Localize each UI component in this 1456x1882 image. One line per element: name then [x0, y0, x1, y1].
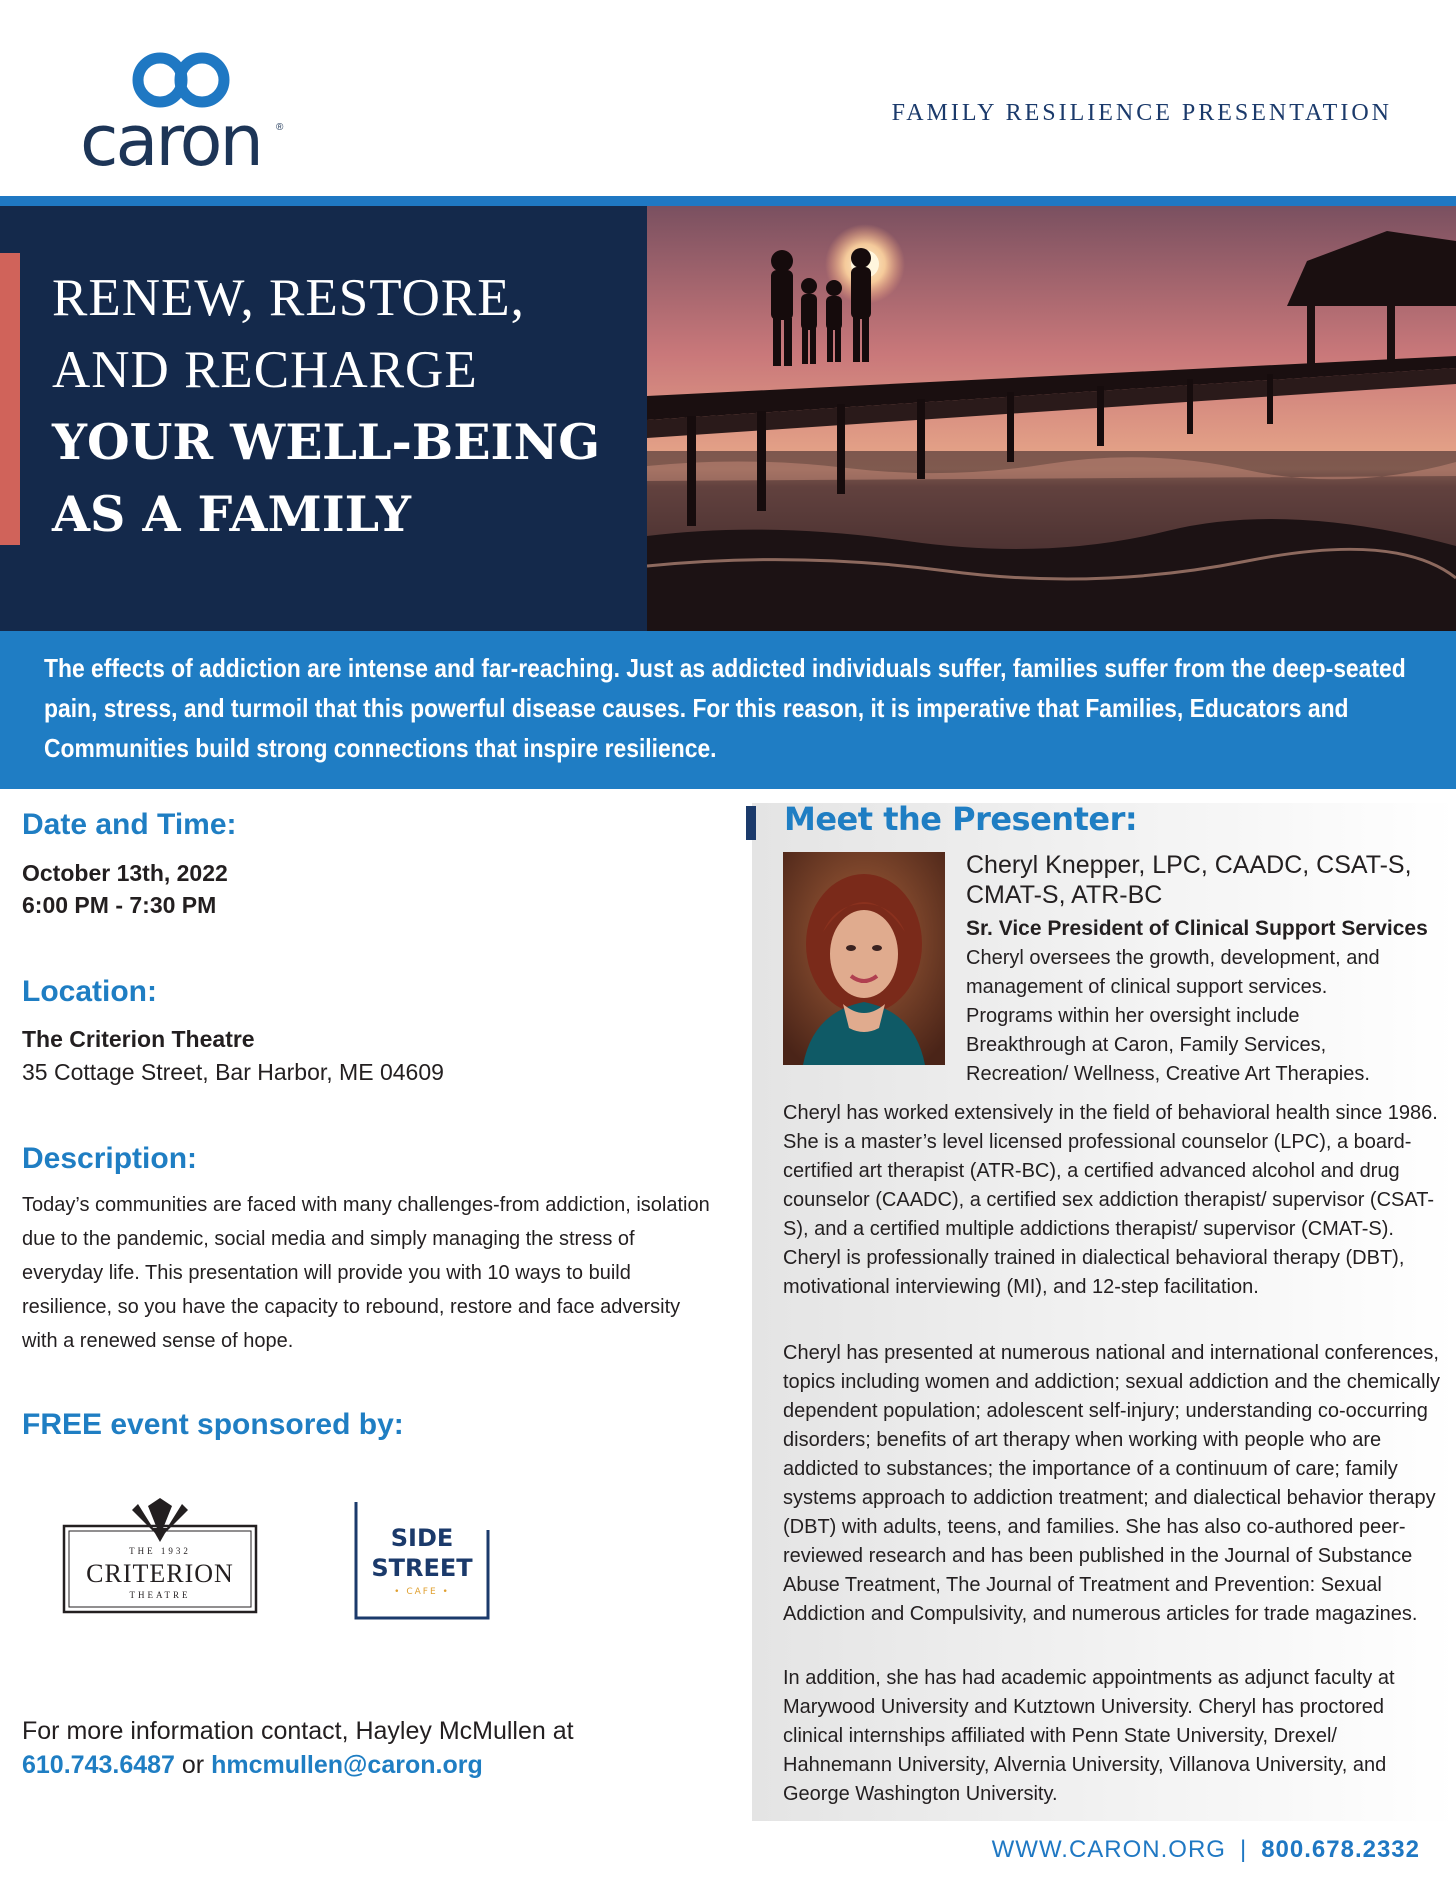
side-street-logo-line3: • CAFE •	[394, 1587, 450, 1597]
caron-wordmark: caron	[80, 100, 261, 182]
contact-intro: For more information contact, Hayley McMullen at	[22, 1717, 574, 1745]
side-street-cafe-logo[interactable]	[354, 1500, 492, 1622]
sunset-pier-image	[647, 206, 1456, 631]
event-time: 6:00 PM - 7:30 PM	[22, 892, 217, 918]
contact-line	[22, 1748, 574, 1782]
criterion-logo-bottom: THEATRE	[129, 1590, 191, 1600]
event-date: October 13th, 2022	[22, 860, 228, 886]
contact-phone-link[interactable]: 610.743.6487	[22, 1751, 175, 1779]
criterion-logo-top: THE 1932	[129, 1546, 191, 1556]
side-street-logo-line1: SIDE	[390, 1524, 454, 1552]
footer-website-link[interactable]: WWW.CARON.ORG	[991, 1836, 1226, 1863]
presenter-summary: Cheryl oversees the growth, development, and management of clinical support services. Programs within her oversight include Breakthrough at Caron, Family Services, Recreation/ Wellness, Creative Art Therapies.	[966, 947, 1380, 1085]
presenter-photo	[783, 852, 945, 1065]
hero-line-4: AS A FAMILY	[52, 485, 411, 543]
intro-banner-text: The effects of addiction are intense and far-reaching. Just as addicted individuals suffer, families suffer from the deep-seated pain, stress, and turmoil that this powerful disease causes. For this reason, it is imperative that Families, Educators and Communities build strong connections that inspire resilience.	[44, 653, 1406, 763]
presenter-bio-1: Cheryl has worked extensively in the field of behavioral health since 1986. She is a master’s level licensed professional counselor (LPC), a board-certified art therapist (ATR-BC), a certified advanced alcohol and drug counselor (CAADC), a certified sex addiction therapist/ supervisor (CSAT-S), and a certified multiple addictions therapist/ supervisor (CMAT-S). Cheryl is professionally trained in dialectical behavioral therapy (DBT), motivational interviewing (MI), and 12-step facilitation.	[783, 1102, 1438, 1298]
hero-accent-bar	[0, 253, 20, 545]
venue-name: The Criterion Theatre	[22, 1026, 255, 1052]
hero-headline	[52, 262, 600, 550]
registered-mark: ®	[276, 122, 284, 133]
footer-separator: |	[1239, 1836, 1248, 1863]
footer	[992, 1836, 1420, 1864]
contact-email-link[interactable]: hmcmullen@caron.org	[211, 1751, 483, 1779]
family-sunset-photo	[647, 206, 1456, 631]
footer-phone-link[interactable]: 800.678.2332	[1261, 1836, 1420, 1863]
hero-top-rule	[0, 196, 1456, 206]
contact-or: or	[181, 1751, 205, 1779]
presenter-name: Cheryl Knepper, LPC, CAADC, CSAT-S, CMAT-S, ATR-BC	[966, 851, 1412, 909]
hero-line-3: YOUR WELL-BEING	[52, 413, 601, 471]
presenter-title: Sr. Vice President of Clinical Support Services	[966, 917, 1428, 940]
presenter-bio-3: In addition, she has had academic appointments as adjunct faculty at Marywood University and Kutztown University. Cheryl has proctored clinical internships affiliated with Penn State University, Drexel/ Hahnemann University, Alvernia University, Villanova University, and George Washington University.	[783, 1667, 1395, 1805]
presenter-portrait	[783, 852, 945, 1065]
header-title: FAMILY RESILIENCE PRESENTATION	[891, 100, 1392, 126]
presenter-heading: Meet the Presenter:	[784, 800, 1138, 838]
criterion-theatre-logo[interactable]	[62, 1498, 258, 1616]
description-heading: Description:	[22, 1142, 198, 1175]
contact-info	[22, 1714, 574, 1782]
side-street-logo-graphic	[354, 1500, 492, 1622]
hero-line-1: RENEW, RESTORE,	[52, 269, 525, 327]
description-text: Today’s communities are faced with many challenges-from addiction, isolation due to the pandemic, social media and simply managing the stress of everyday life. This presentation will provide you with 10 ways to build resilience, so you have the capacity to rebound, restore and face adversity with a renewed sense of hope.	[22, 1194, 710, 1352]
venue-address: 35 Cottage Street, Bar Harbor, ME 04609	[22, 1059, 444, 1085]
sponsors-heading: FREE event sponsored by:	[22, 1408, 404, 1441]
presenter-bio-2: Cheryl has presented at numerous national and international conferences, topics including women and addiction; sexual addiction and the chemically dependent population; adolescent self-injury; understanding co-occurring disorders; benefits of art therapy when working with people who are addicted to substances; the importance of a continuum of care; family systems approach to addiction treatment; and dialectical behavior therapy (DBT) with adults, teens, and families. She has also co-authored peer-reviewed research and has been published in the Journal of Substance Abuse Treatment, The Journal of Treatment and Prevention: Sexual Addiction and Compulsivity, and numerous articles for trade magazines.	[783, 1342, 1441, 1625]
hero-line-2: AND RECHARGE	[52, 341, 478, 399]
side-street-logo-line2: STREET	[371, 1554, 473, 1582]
date-time-heading: Date and Time:	[22, 808, 237, 841]
intro-banner	[0, 631, 1456, 789]
caron-logo[interactable]	[80, 50, 290, 182]
criterion-logo-graphic	[62, 1498, 258, 1616]
criterion-logo-name: CRITERION	[86, 1559, 234, 1588]
location-heading: Location:	[22, 975, 157, 1008]
presenter-heading-marker	[746, 806, 756, 840]
